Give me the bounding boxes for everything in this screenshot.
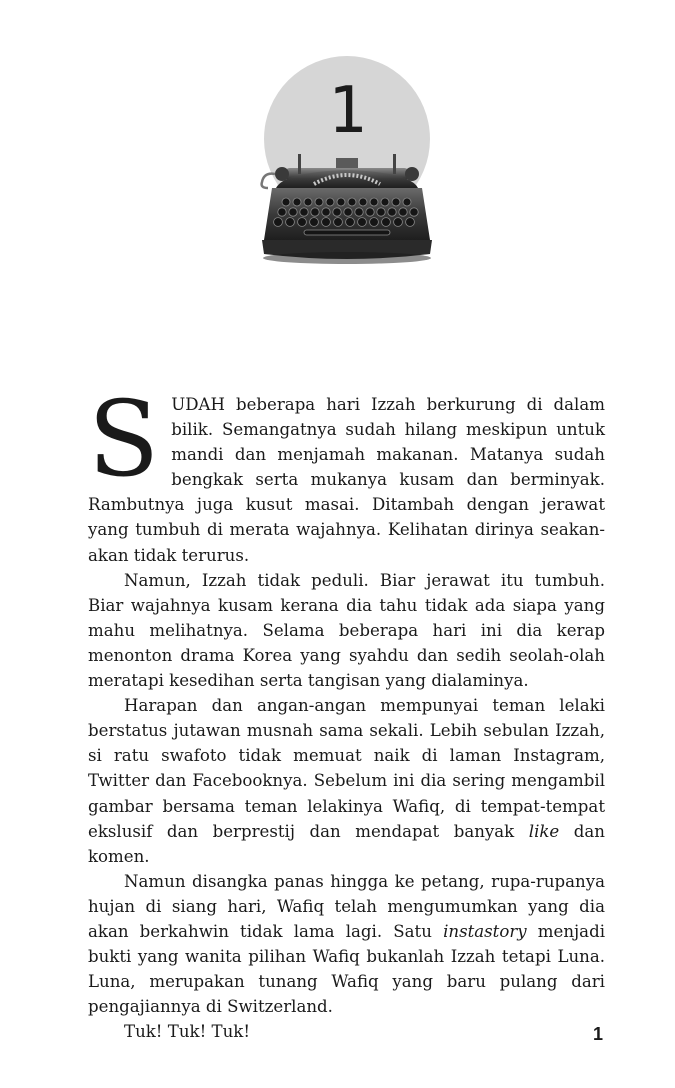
paragraph-4-text: Namun disangka panas hingga ke petang, rupa-rupanya hujan di siang hari, Wafiq telah mengumumkan yang dia akan berkahwin tidak lama lagi. Satu (88, 871, 605, 941)
page-number: 1 (592, 1024, 603, 1044)
paragraph-2: Namun, Izzah tidak peduli. Biar jerawat itu tumbuh. Biar wajahnya kusam kerana dia tahu tidak ada siapa yang mahu melihatnya. Selama beberapa hari ini dia kerap menonton drama Korea yang syahdu dan sedih seolah-olah meratapi kesedihan serta tangisan yang dialaminya. (88, 570, 605, 691)
typewriter-icon (254, 144, 440, 266)
paragraph-4 (88, 869, 605, 1020)
paragraph-3 (88, 693, 605, 869)
paragraph-5: Tuk! Tuk! Tuk! (124, 1022, 250, 1042)
italic-word-instastory: instastory (443, 921, 527, 941)
italic-word-like: like (528, 821, 560, 841)
chapter-number: 1 (327, 74, 367, 148)
paragraph-1-text: UDAH beberapa hari Izzah berkurung di dalam bilik. Semangatnya sudah hilang meskipun untuk mandi dan menjamah makanan. Matanya sudah bengkak serta mukanya kusam dan berminyak. Rambutnya juga kusut masai. Ditambah dengan jerawat yang tumbuh di merata wajahnya. Kelihatan dirinya seakan-akan tidak terurus. (88, 395, 605, 565)
paragraph-3-end: dan komen. (88, 821, 605, 866)
chapter-body (88, 378, 606, 1044)
drop-cap: S (88, 378, 160, 500)
chapter-header (254, 56, 440, 266)
paragraph-3-text: Harapan dan angan-angan mempunyai teman lelaki berstatus jutawan musnah sama sekali. Lebih sebulan Izzah, si ratu swafoto tidak memuat naik di laman Instagram, Twitter dan Facebooknya. Sebelum ini dia sering mengambil gambar bersama teman lelakinya Wafiq, di tempat-tempat ekslusif dan berprestij dan mendapat banyak (88, 696, 605, 841)
paragraph-1 (88, 378, 605, 568)
paragraph-4-end: menjadi bukti yang wanita pilihan Wafiq bukanlah Izzah tetapi Luna. Luna, merupakan tunang Wafiq yang baru pulang dari pengajiannya di Switzerland. (88, 921, 606, 1017)
